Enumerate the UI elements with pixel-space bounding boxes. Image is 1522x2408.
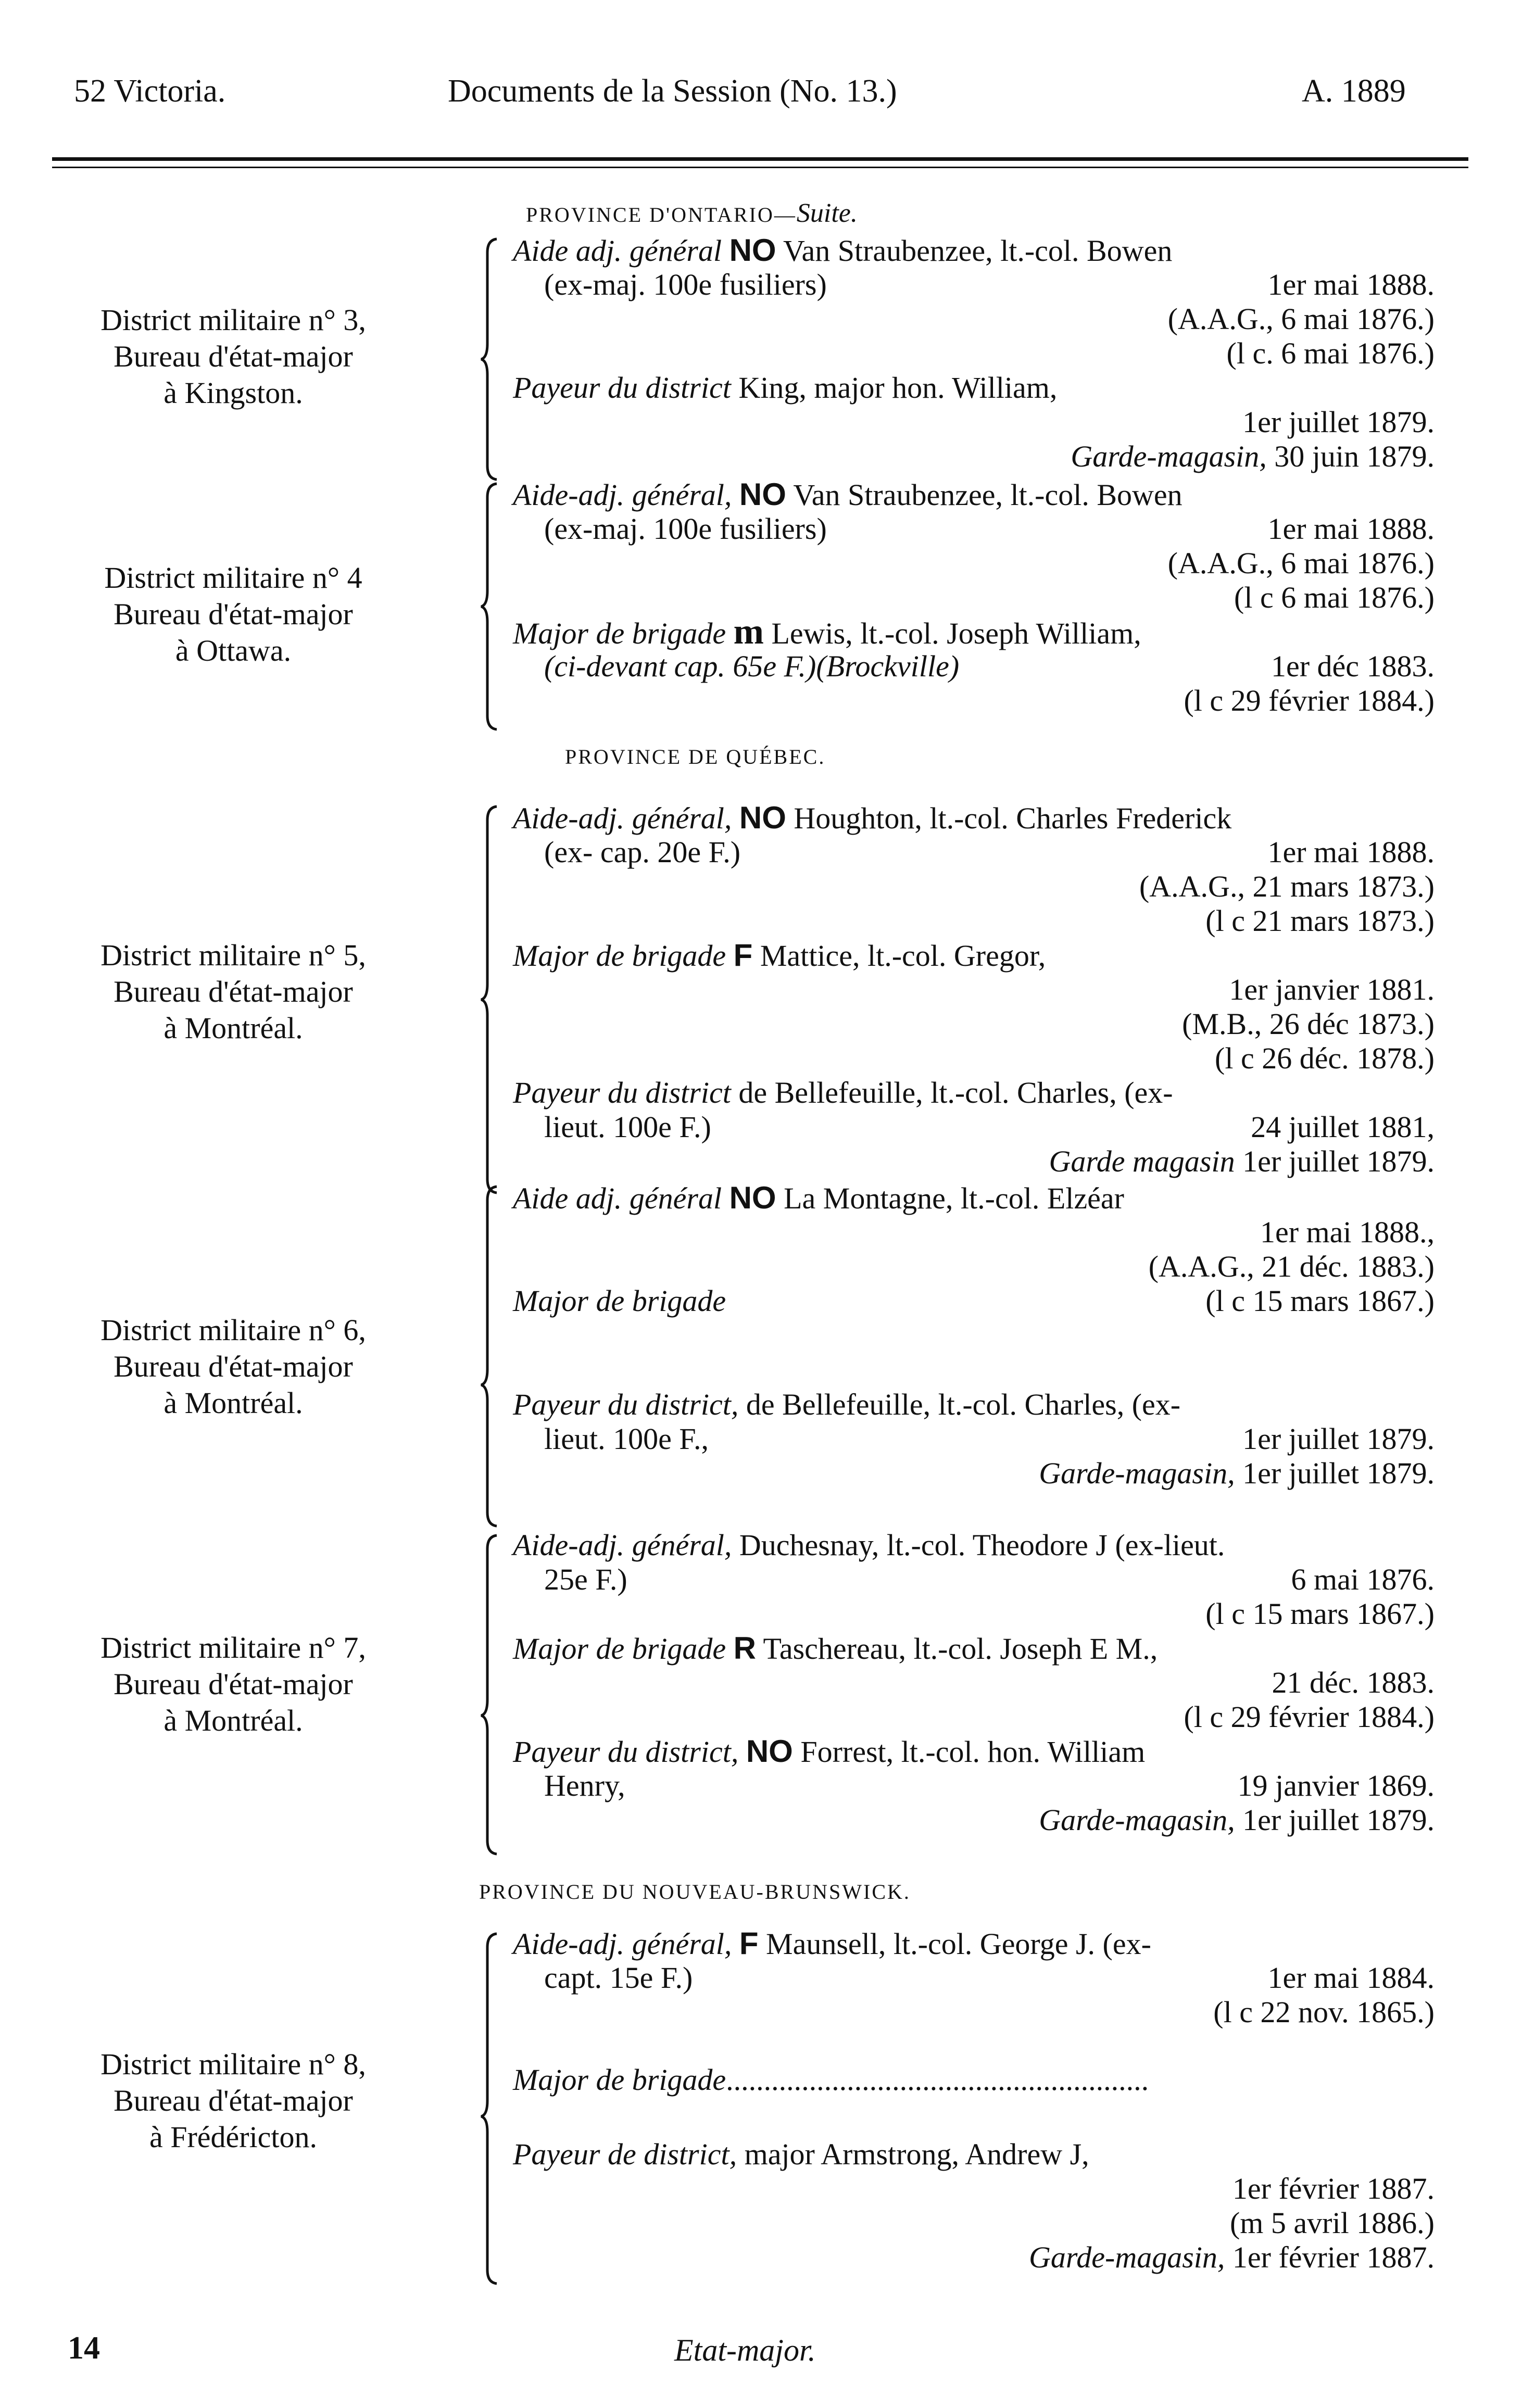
entry-date: (l c 29 février 1884.): [1184, 1700, 1435, 1734]
district-label: [4, 1630, 462, 1739]
entry-date: (l c 6 mai 1876.): [1234, 581, 1435, 614]
brace: [480, 1184, 501, 1528]
district-location: à Montréal.: [163, 1386, 303, 1420]
entry-date: 1er mai 1888.: [1267, 268, 1435, 301]
district-number: District militaire n° 5,: [100, 938, 366, 972]
page-number: 14: [68, 2330, 100, 2366]
brace: [480, 237, 501, 482]
district-office: Bureau d'état-major: [114, 1667, 353, 1701]
header-rule-thin: [52, 167, 1468, 168]
entry-role-line: Aide-adj. général, Duchesnay, lt.-col. Theodore J (ex-lieut.: [513, 1528, 1225, 1562]
district-office: Bureau d'état-major: [114, 975, 353, 1008]
entry-role-line: Payeur de district, major Armstrong, Andrew J,: [513, 2137, 1089, 2171]
entry-role-line: Major de brigade m Lewis, lt.-col. Joseph William,: [513, 612, 1141, 652]
entry-role-line: Payeur du district, NO Forrest, lt.-col. hon. William: [513, 1734, 1146, 1769]
entry-date: Garde magasin 1er juillet 1879.: [1049, 1144, 1435, 1178]
district-office: Bureau d'état-major: [114, 339, 353, 373]
district-label: [4, 560, 462, 669]
entry-date: 1er mai 1888.,: [1260, 1215, 1435, 1249]
entry-role-line: Aide adj. général NO Van Straubenzee, lt.-col. Bowen: [513, 233, 1173, 268]
header-right: A. 1889: [1302, 73, 1406, 109]
brace: [480, 1932, 501, 2286]
entry-date: Garde-magasin, 30 juin 1879.: [1071, 439, 1435, 473]
district-number: District militaire n° 4: [104, 561, 362, 595]
entry-detail: (ci-devant cap. 65e F.)(Brockville): [544, 649, 960, 683]
header-title: Documents de la Session (No. 13.): [448, 73, 897, 109]
entry-role-line: Aide adj. général NO La Montagne, lt.-col. Elzéar: [513, 1180, 1124, 1215]
entry-date: (l c 26 déc. 1878.): [1215, 1041, 1435, 1075]
section-title-suffix: Suite.: [796, 198, 858, 228]
entry-role-line: Aide-adj. général, NO Van Straubenzee, lt.-col. Bowen: [513, 477, 1183, 512]
entry-detail: lieut. 100e F.,: [544, 1422, 709, 1456]
entry-date: (l c 21 mars 1873.): [1205, 904, 1435, 938]
entry-date: 1er janvier 1881.: [1229, 973, 1435, 1006]
entry-date: 1er juillet 1879.: [1242, 405, 1435, 439]
district-label: [4, 1312, 462, 1421]
entry-date: (A.A.G., 6 mai 1876.): [1167, 546, 1435, 580]
entry-role-line: Payeur du district King, major hon. William,: [513, 371, 1058, 405]
district-office: Bureau d'état-major: [114, 1350, 353, 1383]
entry-detail: lieut. 100e F.): [544, 1110, 711, 1144]
header-left: 52 Victoria.: [74, 73, 226, 109]
entry-role-line: Payeur du district, de Bellefeuille, lt.-col. Charles, (ex-: [513, 1388, 1181, 1421]
entry-detail: capt. 15e F.): [544, 1961, 693, 1995]
entry-date: Garde-magasin, 1er février 1887.: [1028, 2240, 1435, 2274]
entry-detail: (ex-maj. 100e fusiliers): [544, 268, 827, 301]
entry-detail: 25e F.): [544, 1562, 627, 1596]
district-location: à Kingston.: [163, 376, 303, 410]
section-heading-quebec: PROVINCE DE QUÉBEC.: [565, 745, 826, 768]
district-number: District militaire n° 8,: [100, 2047, 366, 2081]
district-number: District militaire n° 3,: [100, 303, 366, 337]
district-label: [4, 2046, 462, 2155]
entry-role-line: Aide-adj. général, F Maunsell, lt.-col. George J. (ex-: [513, 1926, 1151, 1961]
entry-date: 1er déc 1883.: [1271, 649, 1435, 683]
entry-detail: Henry,: [544, 1769, 625, 1802]
district-label: [4, 937, 462, 1047]
entry-date: (m 5 avril 1886.): [1229, 2206, 1435, 2240]
entry-role-line: Major de brigade F Mattice, lt.-col. Gregor,: [513, 938, 1046, 973]
entry-detail: (ex-maj. 100e fusiliers): [544, 512, 827, 546]
district-location: à Ottawa.: [175, 634, 292, 667]
entry-date: 1er mai 1884.: [1267, 1961, 1435, 1995]
district-office: Bureau d'état-major: [114, 2084, 353, 2117]
entry-date: (A.A.G., 21 déc. 1883.): [1148, 1250, 1435, 1283]
entry-detail: (ex- cap. 20e F.): [544, 835, 741, 869]
entry-date: (l c 22 nov. 1865.): [1213, 1995, 1435, 2029]
brace: [480, 804, 501, 1195]
brace: [480, 482, 501, 732]
district-number: District militaire n° 7,: [100, 1631, 366, 1665]
entry-date: (l c. 6 mai 1876.): [1226, 336, 1435, 370]
entry-date: (l c 29 février 1884.): [1184, 684, 1435, 717]
entry-date: Garde-magasin, 1er juillet 1879.: [1039, 1456, 1435, 1490]
district-location: à Frédéricton.: [149, 2120, 318, 2154]
entry-date: 1er mai 1888.: [1267, 512, 1435, 546]
entry-role-line: Payeur du district de Bellefeuille, lt.-col. Charles, (ex-: [513, 1076, 1173, 1110]
entry-date: 1er mai 1888.: [1267, 835, 1435, 869]
entry-date: (l c 15 mars 1867.): [1205, 1284, 1435, 1318]
brace: [480, 1533, 501, 1856]
entry-date: Garde-magasin, 1er juillet 1879.: [1039, 1803, 1435, 1837]
district-office: Bureau d'état-major: [114, 597, 353, 631]
entry-date: 21 déc. 1883.: [1272, 1666, 1435, 1699]
district-label: [4, 302, 462, 411]
district-location: à Montréal.: [163, 1011, 303, 1045]
entry-role: Major de brigade: [513, 1284, 726, 1318]
footer-caption: Etat-major.: [674, 2333, 816, 2367]
entry-date: 1er juillet 1879.: [1242, 1422, 1435, 1456]
header-rule-thick: [52, 157, 1468, 161]
entry-date: (A.A.G., 6 mai 1876.): [1167, 302, 1435, 336]
entry-role-line: Major de brigade........................................................: [513, 2063, 1149, 2097]
entry-date: 6 mai 1876.: [1291, 1562, 1435, 1596]
district-location: à Montréal.: [163, 1704, 303, 1737]
entry-role-line: Major de brigade R Taschereau, lt.-col. Joseph E M.,: [513, 1631, 1158, 1666]
section-heading-ontario: [526, 198, 858, 229]
entry-role-line: Aide-adj. général, NO Houghton, lt.-col. Charles Frederick: [513, 800, 1232, 835]
entry-date: 19 janvier 1869.: [1237, 1769, 1435, 1802]
entry-date: 1er février 1887.: [1232, 2172, 1435, 2205]
district-number: District militaire n° 6,: [100, 1313, 366, 1347]
entry-date: (M.B., 26 déc 1873.): [1182, 1007, 1435, 1041]
entry-date: (A.A.G., 21 mars 1873.): [1139, 869, 1435, 903]
section-heading-nouveau-brunswick: PROVINCE DU NOUVEAU-BRUNSWICK.: [479, 1880, 911, 1903]
entry-date: (l c 15 mars 1867.): [1205, 1597, 1435, 1631]
section-title: PROVINCE D'ONTARIO—: [526, 203, 797, 226]
entry-date: 24 juillet 1881,: [1251, 1110, 1435, 1144]
